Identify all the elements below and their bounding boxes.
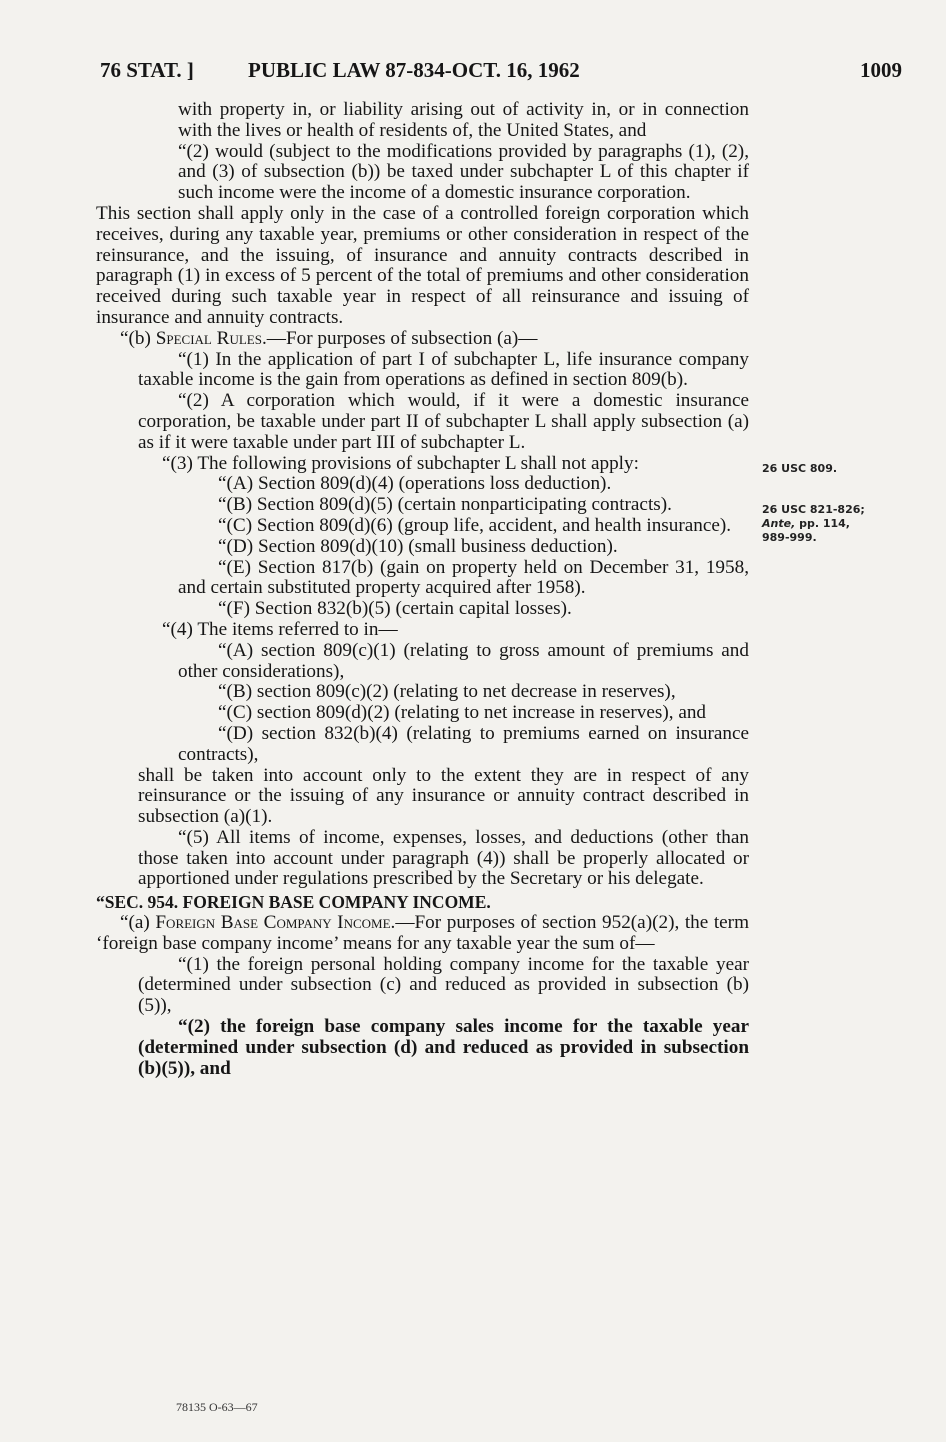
clause-b3A: “(A) Section 809(d)(4) (operations loss deduction). (218, 473, 612, 495)
paragraph-continuation: with property in, or liability arising out of activity in, or in connection with the lives or health of residents of, the United States, and (178, 99, 749, 141)
paragraph-a1: “(1) the foreign personal holding company income for the taxable year (determined under subsection (c) and reduced as provided in subsection (b)(5)), (138, 953, 749, 1017)
margin-note-ante-line: Ante, pp. 114, (762, 517, 850, 530)
paragraph-b5: “(5) All items of income, expenses, losses, and deductions (other than those taken into account under paragraph (4)) shall be properly allocated or apportioned under regulations prescribed by the Secretary or his delegate. (138, 826, 749, 890)
paragraph-applicability: This section shall apply only in the case of a controlled foreign corporation which receives, during any taxable year, premiums or other consideration in respect of the reinsurance, and the issuing, of insurance and annuity contracts described in paragraph (1) in excess of 5 percent of the total of premiums and other consideration received during such taxable year in respect of all reinsurance and issuing of insurance and annuity contracts. (96, 202, 749, 328)
clause-b3E: “(E) Section 817(b) (gain on property held on December 31, 1958, and certain substituted property acquired after 1958). (178, 556, 749, 599)
subsection-a-heading: “(a) Foreign Base Company Income.—For purposes of section 952(a)(2), the term ‘foreign base company income’ means for any taxable year the sum of— (96, 912, 749, 954)
paragraph-a2-foreign-base: “(2) the foreign base company sales income for the taxable year (determined under subsection (d) and reduced as provided in subsection (b)(5)), and (138, 1016, 749, 1079)
clause-b4D: “(D) section 832(b)(4) (relating to premiums earned on insurance contracts), (178, 722, 749, 765)
subsection-b-heading: “(b) Special Rules.—For purposes of subsection (a)— (120, 327, 538, 349)
paragraph-b4-tail: shall be taken into account only to the extent they are in respect of any reinsurance or the issuing of any insurance or annuity contract described in subsection (a)(1). (138, 764, 749, 828)
page-header (100, 58, 902, 88)
clause-b3D: “(D) Section 809(d)(10) (small business deduction). (218, 535, 618, 557)
margin-note-809: 26 USC 809. (762, 462, 838, 475)
paragraph-b4: “(4) The items referred to in— (162, 618, 398, 640)
clause-b3B: “(B) Section 809(d)(5) (certain nonparticipating contracts). (218, 494, 672, 516)
margin-note-821-line: 26 USC 821-826; (762, 503, 865, 516)
paragraph-b1: “(1) In the application of part I of subchapter L, life insurance company taxable income is the gain from operations as defined in section 809(b). (138, 348, 749, 391)
paragraph-a2: “(2) would (subject to the modifications provided by paragraphs (1), (2), and (3) of subsection (b)) be taxed under subchapter L of this chapter if such income were the income of a domestic insurance corporation. (178, 140, 749, 204)
clause-b4B: “(B) section 809(c)(2) (relating to net decrease in reserves), (218, 681, 676, 703)
statute-reference: 76 STAT. ] (100, 58, 194, 82)
paragraph-b2: “(2) A corporation which would, if it were a domestic insurance corporation, be taxable under part II of subchapter L shall apply subsection (a) as if it were taxable under part III of subchapter L. (138, 390, 749, 453)
paragraph-b3: “(3) The following provisions of subchapter L shall not apply: (162, 452, 639, 474)
clause-b4C: “(C) section 809(d)(2) (relating to net increase in reserves), and (218, 702, 707, 724)
print-code-footer: 78135 O-63—67 (176, 1400, 258, 1414)
body-text (96, 100, 749, 1079)
page-number: 1009 (860, 58, 902, 82)
section-954-heading: “SEC. 954. FOREIGN BASE COMPANY INCOME. (96, 892, 491, 913)
clause-b4A: “(A) section 809(c)(1) (relating to gross amount of premiums and other considerations), (178, 639, 749, 682)
margin-note-pages-line: 989-999. (762, 531, 817, 544)
clause-b3F: “(F) Section 832(b)(5) (certain capital losses). (218, 598, 572, 620)
margin-note-821 (762, 503, 892, 545)
running-title: PUBLIC LAW 87-834-OCT. 16, 1962 (248, 58, 580, 82)
clause-b3C: “(C) Section 809(d)(6) (group life, accident, and health insurance). (218, 514, 732, 536)
